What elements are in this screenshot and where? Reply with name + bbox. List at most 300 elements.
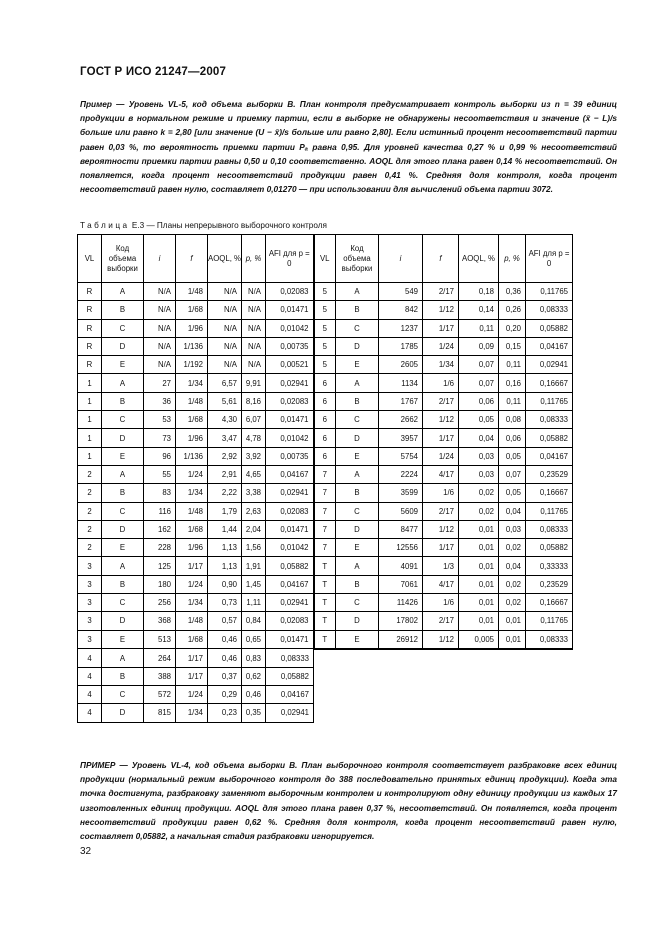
empty-cell (336, 667, 379, 685)
table-cell: B (102, 575, 144, 593)
table-cell: 1/68 (176, 520, 208, 538)
table-cell: 2/17 (423, 612, 459, 630)
col-i-2: i (379, 235, 423, 283)
table-cell: 11426 (379, 594, 423, 612)
example-paragraph-vl5: Пример — Уровень VL-5, код объема выборки В. План контроля предусматривает контроль выборки из n = 39 единиц продукции в нормальном режиме и приемку партии, если в выборке не обнаружены несоответствия и значение (x̄ − L)/s больше или равно k = 2,80 [или значение (U − x̄)/s больше или равно 2,80]. Если истинный процент несоответствий партии равен 0,03 %, то вероятность приемки партии Pₐ равна 0,95. Для уровней качества 0,27 % и 0,99 % несоответствий вероятности приемки партии равны 0,50 и 0,10 соответственно. AOQL для этого плана равен 0,14 % несоответствий. Он появляется, когда процент несоответствий продукции равен 0,41 %. Средняя доля контроля, когда процент несоответствий равен нулю, составляет 0,01270 — при использовании для вычислений объема партии 3072. (80, 99, 617, 195)
table-cell: 0,37 (208, 667, 242, 685)
table-cell: 0,05 (499, 447, 526, 465)
table-cell: 1/24 (176, 575, 208, 593)
document-header: ГОСТ Р ИСО 21247—2007 (80, 66, 227, 78)
table-cell: 3 (78, 612, 102, 630)
empty-cell (499, 686, 526, 704)
table-row (78, 649, 573, 667)
table-cell: 0,02 (499, 594, 526, 612)
table-cell: T (314, 575, 336, 593)
table-cell: 0,03 (499, 520, 526, 538)
table-cell: 0,01042 (266, 539, 314, 557)
empty-cell (459, 649, 499, 667)
table-cell: 2/17 (423, 392, 459, 410)
table-cell: 1/68 (176, 630, 208, 649)
empty-cell (499, 667, 526, 685)
col-p: p, % (242, 235, 266, 283)
table-cell: 1,44 (208, 520, 242, 538)
table-cell: 2/17 (423, 502, 459, 520)
table-body (78, 283, 573, 723)
table-cell: 0,11765 (526, 283, 573, 301)
table-cell: 1/34 (176, 704, 208, 722)
table-row (78, 704, 573, 722)
table-cell: 1/17 (176, 667, 208, 685)
col-code: Код объема выборки (102, 235, 144, 283)
table-cell: 0,35 (242, 704, 266, 722)
table-cell: D (336, 612, 379, 630)
table-cell: 0,08333 (266, 649, 314, 667)
table-cell: 549 (379, 283, 423, 301)
table-cell: 1/96 (176, 539, 208, 557)
table-cell: 1/136 (176, 337, 208, 355)
table-cell: 125 (144, 557, 176, 575)
table-cell: 1/3 (423, 557, 459, 575)
table-cell: B (102, 484, 144, 502)
table-cell: 1/12 (423, 520, 459, 538)
col-aoql-2: AOQL, % (459, 235, 499, 283)
table-cell: 0,05882 (526, 429, 573, 447)
table-cell: 96 (144, 447, 176, 465)
table-cell: 0,04167 (526, 337, 573, 355)
table-cell: 1/17 (423, 319, 459, 337)
table-cell: 0,07 (499, 465, 526, 483)
table-cell: 4 (78, 649, 102, 667)
table-cell: 0,02083 (266, 392, 314, 410)
table-cell: 3957 (379, 429, 423, 447)
table-cell: 4,65 (242, 465, 266, 483)
table-cell: 1/6 (423, 594, 459, 612)
table-cell: 1/34 (176, 374, 208, 392)
table-cell: 0,01 (459, 539, 499, 557)
table-cell: 1/24 (176, 465, 208, 483)
table-cell: 0,04 (499, 502, 526, 520)
table-cell: 264 (144, 649, 176, 667)
table-cell: N/A (242, 301, 266, 319)
table-cell: B (102, 301, 144, 319)
table-row (78, 557, 573, 575)
table-cell: 3 (78, 575, 102, 593)
table-cell: 2 (78, 465, 102, 483)
table-cell: 0,46 (208, 649, 242, 667)
table-cell: 1/48 (176, 392, 208, 410)
table-cell: 842 (379, 301, 423, 319)
table-caption-prefix: Таблица (80, 221, 130, 230)
table-cell: N/A (208, 301, 242, 319)
empty-cell (336, 686, 379, 704)
table-cell: B (102, 392, 144, 410)
table-cell: R (78, 356, 102, 374)
table-cell: 0,16667 (526, 374, 573, 392)
table-cell: 0,11765 (526, 392, 573, 410)
table-cell: 1/6 (423, 484, 459, 502)
table-cell: C (336, 594, 379, 612)
table-cell: 0,33333 (526, 557, 573, 575)
table-row (78, 283, 573, 301)
table-cell: B (336, 392, 379, 410)
table-cell: 0,07 (459, 374, 499, 392)
table-cell: A (102, 557, 144, 575)
table-cell: 0,16667 (526, 594, 573, 612)
table-cell: 572 (144, 686, 176, 704)
table-cell: E (102, 539, 144, 557)
table-cell: 1134 (379, 374, 423, 392)
table-cell: 1/68 (176, 301, 208, 319)
table-cell: 8,16 (242, 392, 266, 410)
table-row (78, 667, 573, 685)
table-cell: D (102, 704, 144, 722)
table-cell: 0,04 (499, 557, 526, 575)
table-cell: 1,56 (242, 539, 266, 557)
table-cell: 1/48 (176, 283, 208, 301)
table-cell: 4/17 (423, 465, 459, 483)
table-cell: 0,90 (208, 575, 242, 593)
col-afi: AFI для p = 0 (266, 235, 314, 283)
table-cell: A (102, 649, 144, 667)
table-cell: 1/48 (176, 612, 208, 630)
table-cell: T (314, 612, 336, 630)
table-cell: 5 (314, 319, 336, 337)
table-cell: 1/12 (423, 301, 459, 319)
table-cell: 3 (78, 557, 102, 575)
table-cell: 1/12 (423, 411, 459, 429)
table-row (78, 539, 573, 557)
table-cell: 1/6 (423, 374, 459, 392)
table-cell: 1,13 (208, 539, 242, 557)
table-cell: 0,00521 (266, 356, 314, 374)
empty-cell (459, 667, 499, 685)
table-cell: 1 (78, 374, 102, 392)
table-cell: 0,04167 (526, 447, 573, 465)
table-row (78, 301, 573, 319)
table-cell: 0,01471 (266, 411, 314, 429)
table-cell: 36 (144, 392, 176, 410)
page-number: 32 (80, 846, 92, 857)
table-cell: 1/17 (176, 649, 208, 667)
table-cell: 0,08333 (526, 301, 573, 319)
table-cell: 0,01 (499, 630, 526, 649)
table-cell: 3,38 (242, 484, 266, 502)
table-cell: E (336, 356, 379, 374)
table-cell: 1/68 (176, 411, 208, 429)
table-cell: 815 (144, 704, 176, 722)
table-cell: N/A (242, 337, 266, 355)
table-cell: A (102, 465, 144, 483)
table-cell: 0,29 (208, 686, 242, 704)
table-cell: 27 (144, 374, 176, 392)
empty-cell (379, 667, 423, 685)
table-cell: 0,01042 (266, 319, 314, 337)
table-cell: 3 (78, 630, 102, 649)
table-cell: 5 (314, 356, 336, 374)
table-cell: 2 (78, 502, 102, 520)
table-cell: 8477 (379, 520, 423, 538)
table-row (78, 630, 573, 649)
table-cell: N/A (242, 356, 266, 374)
table-cell: E (336, 539, 379, 557)
empty-cell (314, 704, 336, 722)
table-cell: B (336, 301, 379, 319)
table-cell: 0,02941 (266, 484, 314, 502)
table-cell: 1/136 (176, 447, 208, 465)
table-cell: N/A (208, 337, 242, 355)
table-cell: 4 (78, 704, 102, 722)
table-cell: D (336, 337, 379, 355)
table-cell: 0,20 (499, 319, 526, 337)
table-cell: 2224 (379, 465, 423, 483)
empty-cell (526, 667, 573, 685)
table-cell: B (336, 484, 379, 502)
table-cell: B (336, 575, 379, 593)
table-cell: D (102, 337, 144, 355)
table-cell: N/A (144, 283, 176, 301)
table-cell: 0,08 (499, 411, 526, 429)
table-cell: 0,01 (459, 557, 499, 575)
table-cell: C (102, 319, 144, 337)
table-cell: 0,06 (499, 429, 526, 447)
col-f: f (176, 235, 208, 283)
table-cell: E (336, 447, 379, 465)
table-cell: 1,11 (242, 594, 266, 612)
table-cell: 513 (144, 630, 176, 649)
table-row (78, 465, 573, 483)
table-cell: N/A (242, 319, 266, 337)
table-cell: 1/24 (423, 447, 459, 465)
empty-cell (314, 649, 336, 667)
table-cell: A (336, 465, 379, 483)
table-cell: 0,11765 (526, 612, 573, 630)
table-cell: 7 (314, 465, 336, 483)
empty-cell (379, 686, 423, 704)
table-cell: 3,92 (242, 447, 266, 465)
empty-cell (314, 667, 336, 685)
table-cell: 1 (78, 411, 102, 429)
table-caption-title: Е.3 — Планы непрерывного выборочного контроля (129, 221, 327, 230)
table-cell: 83 (144, 484, 176, 502)
table-cell: 1/24 (423, 337, 459, 355)
empty-cell (423, 686, 459, 704)
table-cell: 0,16 (499, 374, 526, 392)
table-row (78, 392, 573, 410)
table-cell: T (314, 630, 336, 649)
col-p-2: p, % (499, 235, 526, 283)
table-cell: 0,02941 (266, 374, 314, 392)
table-cell: 388 (144, 667, 176, 685)
col-i: i (144, 235, 176, 283)
table-cell: 9,91 (242, 374, 266, 392)
table-cell: 0,65 (242, 630, 266, 649)
table-cell: 0,00735 (266, 447, 314, 465)
table-cell: E (336, 630, 379, 649)
table-cell: 6 (314, 374, 336, 392)
table-cell: N/A (208, 319, 242, 337)
table-cell: 1785 (379, 337, 423, 355)
empty-cell (379, 649, 423, 667)
table-cell: 0,18 (459, 283, 499, 301)
table-cell: E (102, 630, 144, 649)
table-row (78, 411, 573, 429)
table-cell: 116 (144, 502, 176, 520)
table-cell: 2,22 (208, 484, 242, 502)
table-cell: 1767 (379, 392, 423, 410)
table-cell: 162 (144, 520, 176, 538)
table-cell: 1 (78, 447, 102, 465)
table-cell: 6,57 (208, 374, 242, 392)
table-row (78, 319, 573, 337)
table-cell: E (102, 356, 144, 374)
col-code-2: Код объема выборки (336, 235, 379, 283)
table-cell: D (102, 520, 144, 538)
table-cell: R (78, 319, 102, 337)
table-cell: 0,46 (242, 686, 266, 704)
table-cell: 0,01 (459, 594, 499, 612)
table-cell: 0,16667 (526, 484, 573, 502)
table-cell: 1/12 (423, 630, 459, 649)
table-cell: 0,01 (459, 520, 499, 538)
table-cell: 7 (314, 539, 336, 557)
empty-cell (423, 667, 459, 685)
table-cell: 1,45 (242, 575, 266, 593)
table-cell: 0,14 (459, 301, 499, 319)
table-cell: 4 (78, 686, 102, 704)
table-cell: 0,08333 (526, 630, 573, 649)
table-cell: 0,02083 (266, 612, 314, 630)
table-cell: 0,73 (208, 594, 242, 612)
table-cell: R (78, 301, 102, 319)
table-cell: 0,07 (459, 356, 499, 374)
table-cell: A (336, 374, 379, 392)
table-cell: 55 (144, 465, 176, 483)
empty-cell (499, 649, 526, 667)
table-cell: 1/34 (423, 356, 459, 374)
col-afi-2: AFI для p = 0 (526, 235, 573, 283)
table-cell: 2,04 (242, 520, 266, 538)
table-cell: 0,02 (499, 575, 526, 593)
table-cell: 1/48 (176, 502, 208, 520)
table-cell: 2 (78, 539, 102, 557)
example-paragraph-vl4: ПРИМЕР — Уровень VL-4, код объема выборки В. План выборочного контроля соответствует разбраковке всех единиц продукции (нормальный режим выборочного контроля до 388 последовательно принятых единиц продукции). Когда эта точка достигнута, разбраковку заменяют выборочным контролем и контролируют одну единицу продукции из каждых 17 изготовленных единиц продукции. AOQL для этого плана равен 0,37 %, несоответствий. Он появляется, когда процент несоответствий продукции равен 0,62 %. Средняя доля контроля, когда процент несоответствий равен нулю, составляет 0,05882, а начальная стадия разбраковки игнорируется. (80, 760, 617, 842)
table-cell: 4,30 (208, 411, 242, 429)
table-cell: D (336, 520, 379, 538)
table-row (78, 520, 573, 538)
table-cell: C (336, 502, 379, 520)
table-header-row (78, 235, 573, 283)
table-cell: 0,46 (208, 630, 242, 649)
table-cell: 1 (78, 429, 102, 447)
table-cell: 1,13 (208, 557, 242, 575)
table-cell: N/A (144, 301, 176, 319)
table-cell: 0,02 (459, 484, 499, 502)
table-cell: 0,03 (459, 447, 499, 465)
table-cell: 0,62 (242, 667, 266, 685)
table-cell: C (102, 502, 144, 520)
table-row (78, 429, 573, 447)
table-cell: D (336, 429, 379, 447)
table-cell: 2,91 (208, 465, 242, 483)
empty-cell (423, 704, 459, 722)
table-cell: 0,04167 (266, 465, 314, 483)
table-cell: N/A (144, 337, 176, 355)
table-cell: 0,01042 (266, 429, 314, 447)
table-cell: 1,91 (242, 557, 266, 575)
table-cell: 0,15 (499, 337, 526, 355)
table-cell: 4/17 (423, 575, 459, 593)
table-cell: 0,05882 (526, 539, 573, 557)
table-cell: 4,78 (242, 429, 266, 447)
table-cell: 0,02941 (266, 594, 314, 612)
table-cell: 1,79 (208, 502, 242, 520)
table-cell: 0,83 (242, 649, 266, 667)
table-cell: 0,02941 (266, 704, 314, 722)
table-cell: 0,01 (459, 575, 499, 593)
table-cell: 0,01471 (266, 301, 314, 319)
table-cell: 0,11 (499, 392, 526, 410)
table-cell: 0,26 (499, 301, 526, 319)
table-cell: 0,23529 (526, 575, 573, 593)
empty-cell (459, 704, 499, 722)
table-cell: 1237 (379, 319, 423, 337)
empty-cell (379, 704, 423, 722)
table-cell: 1/96 (176, 429, 208, 447)
table-cell: A (102, 374, 144, 392)
empty-cell (336, 704, 379, 722)
table-cell: 0,05882 (266, 667, 314, 685)
table-cell: 1/17 (423, 539, 459, 557)
table-cell: 180 (144, 575, 176, 593)
table-cell: 0,02083 (266, 502, 314, 520)
table-row (78, 356, 573, 374)
table-cell: D (102, 429, 144, 447)
table-cell: 6 (314, 411, 336, 429)
table-cell: 2/17 (423, 283, 459, 301)
table-cell: 228 (144, 539, 176, 557)
table-cell: 2 (78, 520, 102, 538)
table-cell: C (102, 411, 144, 429)
table-cell: B (102, 667, 144, 685)
table-cell: 0,23 (208, 704, 242, 722)
table-cell: 0,84 (242, 612, 266, 630)
table-cell: 5 (314, 301, 336, 319)
table-cell: 0,04 (459, 429, 499, 447)
table-cell: 5754 (379, 447, 423, 465)
table-cell: 0,02941 (526, 356, 573, 374)
table-cell: 0,03 (459, 465, 499, 483)
table-cell: 0,08333 (526, 520, 573, 538)
table-cell: 0,04167 (266, 686, 314, 704)
table-cell: 7 (314, 484, 336, 502)
table-cell: 17802 (379, 612, 423, 630)
table-cell: 0,05882 (526, 319, 573, 337)
table-cell: 0,11 (459, 319, 499, 337)
table-cell: N/A (208, 356, 242, 374)
table-cell: 3599 (379, 484, 423, 502)
table-cell: 2662 (379, 411, 423, 429)
table-cell: 1/24 (176, 686, 208, 704)
table-cell: 1/17 (176, 557, 208, 575)
table-cell: N/A (208, 283, 242, 301)
table-cell: 0,11765 (526, 502, 573, 520)
table-cell: 26912 (379, 630, 423, 649)
table-row (78, 374, 573, 392)
table-cell: 368 (144, 612, 176, 630)
table-cell: 53 (144, 411, 176, 429)
table-cell: 0,09 (459, 337, 499, 355)
table-cell: N/A (242, 283, 266, 301)
